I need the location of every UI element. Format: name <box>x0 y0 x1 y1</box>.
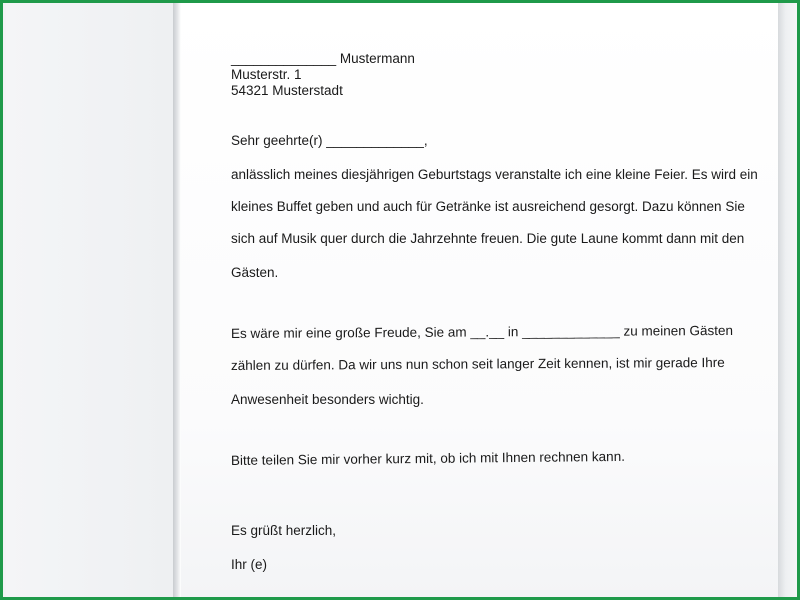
left-background <box>6 3 173 600</box>
paragraph1-line: Gästen. <box>231 265 279 280</box>
sender-name-line: ______________ Mustermann <box>231 51 415 66</box>
closing: Es grüßt herzlich, <box>231 523 337 538</box>
paragraph3: Bitte teilen Sie mir vorher kurz mit, ob ich mit Ihnen rechnen kann. <box>230 448 625 468</box>
paragraph1-line: sich auf Musik quer durch die Jahrzehnte freuen. Die gute Laune kommt dann mit den <box>231 231 745 246</box>
sender-street: Musterstr. 1 <box>231 67 302 82</box>
paragraph1-line: kleines Buffet geben und auch für Getränke ist ausreichend gesorgt. Dazu können Sie <box>231 199 745 214</box>
page-left-shadow <box>173 3 181 600</box>
paragraph2-line: Es wäre mir eine große Freude, Sie am __.__ in _____________ zu meinen Gästen <box>230 322 734 341</box>
sender-city: 54321 Musterstadt <box>231 83 343 98</box>
signature: Ihr (e) <box>231 557 268 572</box>
paragraph1-line: anlässlich meines diesjährigen Geburtstags veranstalte ich eine kleine Feier. Es wird ein <box>231 167 758 182</box>
salutation: Sehr geehrte(r) _____________, <box>231 133 428 148</box>
page-right-edge <box>778 3 800 600</box>
paragraph2-line: Anwesenheit besonders wichtig. <box>231 392 424 407</box>
paragraph2-line: zählen zu dürfen. Da wir uns nun schon seit langer Zeit kennen, ist mir gerade Ihre <box>230 354 725 373</box>
